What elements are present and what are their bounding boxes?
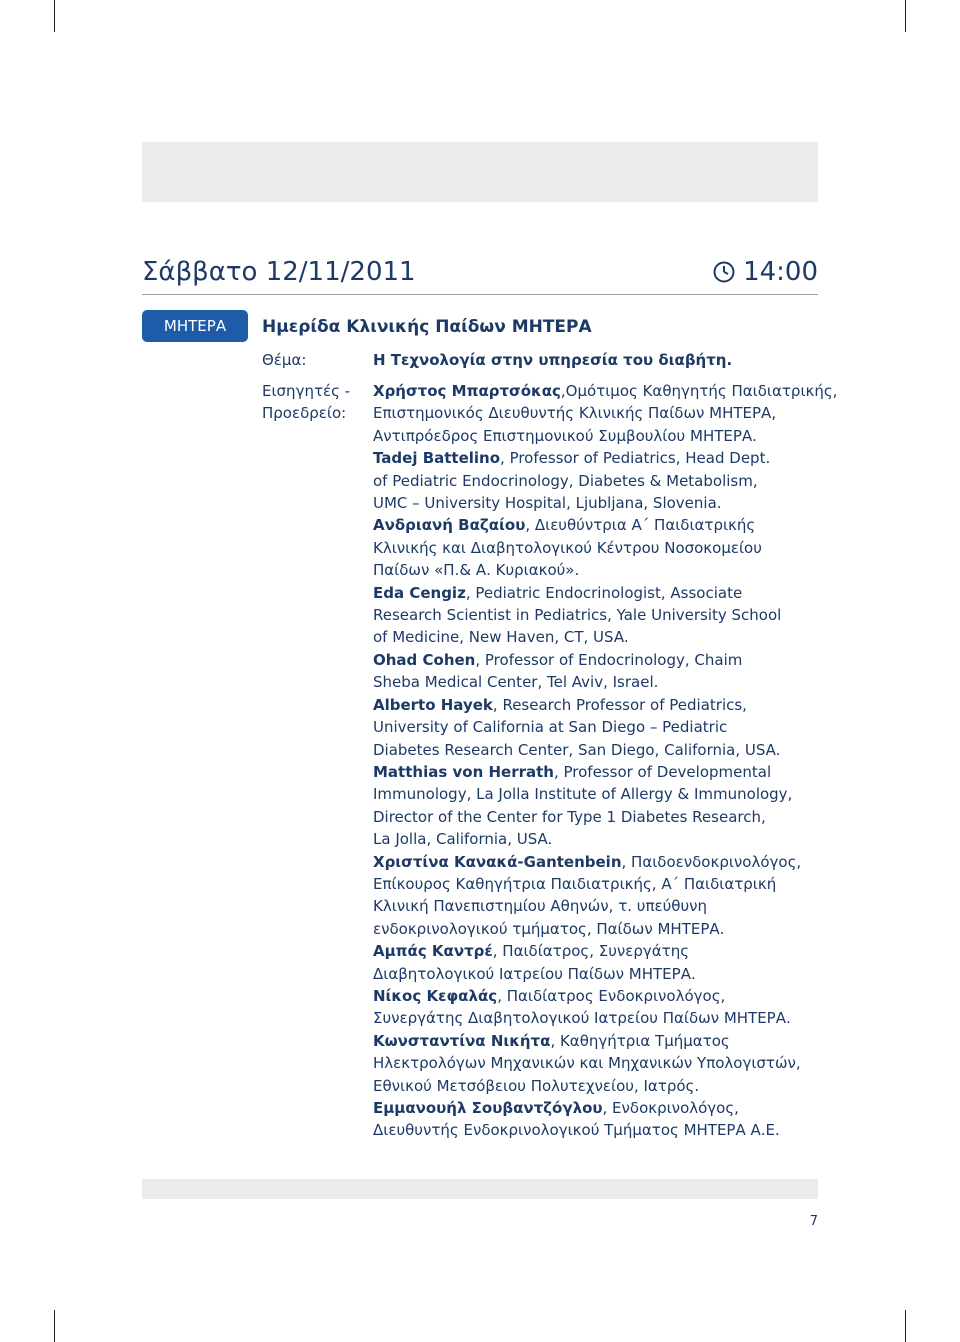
crop-mark-top-left — [54, 0, 55, 32]
speaker-detail: Sheba Medical Center, Tel Aviv, Israel. — [373, 673, 659, 692]
event-title: Ημερίδα Κλινικής Παίδων ΜΗΤΕΡΑ — [262, 317, 592, 337]
speaker-name: Tadej Battelino — [373, 449, 501, 468]
speaker-detail: ,Ομότιμος Καθηγητής Παιδιατρικής, — [560, 382, 838, 400]
topic-text: Η Τεχνολογία στην υπηρεσία του διαβήτη. — [373, 351, 733, 369]
speaker-detail: Διευθυντής Ενδοκρινολογικού Τμήματος ΜΗΤΕΡΑ Α.Ε. — [373, 1121, 780, 1140]
speaker-line — [373, 1007, 818, 1029]
speaker-name: Χριστίνα Κανακά-Gantenbein — [373, 852, 622, 871]
speaker-detail: , Professor of Endocrinology, Chaim — [475, 650, 743, 669]
speaker-line — [373, 1075, 818, 1097]
speaker-line — [373, 514, 818, 536]
speaker-detail: ενδοκρινολογικού τμήματος, Παίδων ΜΗΤΕΡΑ. — [373, 919, 725, 938]
speaker-line — [373, 783, 818, 805]
top-grey-band — [142, 142, 818, 202]
speakers-label-line: Εισηγητές - — [262, 382, 351, 400]
speaker-detail: of Medicine, New Haven, CT, USA. — [373, 628, 629, 647]
speaker-line — [373, 380, 838, 402]
speaker-line — [373, 963, 818, 985]
speaker-line — [373, 851, 818, 873]
speaker-detail: Ηλεκτρολόγων Μηχανικών και Μηχανικών Υπολογιστών, — [373, 1054, 801, 1073]
speaker-detail: Συνεργάτης Διαβητολογικού Ιατρείου Παίδων ΜΗΤΕΡΑ. — [373, 1009, 791, 1028]
speaker-detail: Κλινική Πανεπιστημίου Αθηνών, τ. υπεύθυνη — [373, 897, 708, 916]
speaker-detail: Επίκουρος Καθηγήτρια Παιδιατρικής, Α΄ Παιδιατρική — [373, 874, 777, 893]
speaker-line — [373, 1030, 818, 1052]
speaker-detail: , Research Professor of Pediatrics, — [492, 695, 747, 714]
speaker-line — [373, 559, 818, 581]
speakers-label-line: Προεδρείο: — [262, 404, 347, 423]
speaker-detail: , Professor of Pediatrics, Head Dept. — [500, 449, 771, 468]
speaker-line — [373, 918, 818, 940]
speaker-detail: , Παιδίατρος, Συνεργάτης — [492, 942, 690, 961]
speaker-detail: Κλινικής και Διαβητολογικού Κέντρου Νοσοκομείου — [373, 538, 762, 557]
speaker-detail: , Παιδίατρος Ενδοκρινολόγος, — [497, 986, 726, 1005]
speaker-line — [373, 604, 818, 626]
speaker-detail: UMC – University Hospital, Ljubljana, Slovenia. — [373, 494, 722, 513]
crop-mark-bottom-left — [54, 1310, 55, 1342]
venue-badge: ΜΗΤΕΡΑ — [142, 310, 248, 342]
speaker-detail: Diabetes Research Center, San Diego, California, USA. — [373, 740, 781, 759]
speaker-line — [373, 873, 818, 895]
speaker-line — [373, 895, 818, 917]
speaker-name: Χρήστος Μπαρτσόκας — [373, 382, 561, 400]
speaker-detail: Research Scientist in Pediatrics, Yale University School — [373, 606, 782, 625]
crop-mark-top-right — [905, 0, 906, 32]
speaker-line — [373, 402, 818, 424]
speaker-detail: , Διευθύντρια Α΄ Παιδιατρικής — [525, 516, 756, 535]
speaker-line — [373, 470, 818, 492]
speaker-detail: Παίδων «Π.& Α. Κυριακού». — [373, 561, 580, 580]
speaker-line — [373, 582, 818, 604]
session-time: 14:00 — [743, 257, 818, 287]
speaker-line — [373, 537, 818, 559]
speaker-line — [373, 716, 818, 738]
speaker-line — [373, 425, 818, 447]
page-number: 7 — [809, 1214, 818, 1229]
speaker-name: Νίκος Κεφαλάς — [373, 986, 498, 1005]
speaker-line — [373, 671, 818, 693]
speaker-name: Αμπάς Καντρέ — [373, 942, 493, 961]
speaker-name: Eda Cengiz — [373, 583, 466, 602]
speaker-line — [373, 1119, 818, 1141]
speaker-line — [373, 649, 818, 671]
session-time-group — [713, 254, 818, 290]
speaker-detail: Διαβητολογικού Ιατρείου Παίδων ΜΗΤΕΡΑ. — [373, 964, 696, 983]
speaker-name: Ohad Cohen — [373, 650, 476, 669]
speakers-label — [262, 380, 350, 425]
speaker-line — [373, 806, 818, 828]
speaker-name: Εμμανουήλ Σουβαντζόγλου — [373, 1099, 603, 1117]
speaker-detail: Director of the Center for Type 1 Diabetes Research, — [373, 807, 766, 826]
speaker-line — [373, 985, 818, 1007]
speaker-line — [373, 1097, 818, 1119]
speaker-line — [373, 761, 818, 783]
speaker-line — [373, 694, 818, 716]
speaker-line — [373, 739, 818, 761]
speaker-detail: Εθνικού Μετσόβειου Πολυτεχνείου, Ιατρός. — [373, 1076, 700, 1095]
clock-icon — [713, 261, 735, 283]
speaker-detail: , Professor of Developmental — [553, 762, 772, 781]
speaker-detail: , Ενδοκρινολόγος, — [602, 1099, 739, 1117]
speaker-name: Κωνσταντίνα Νικήτα — [373, 1031, 551, 1050]
speaker-line — [373, 626, 818, 648]
speaker-detail: of Pediatric Endocrinology, Diabetes & Metabolism, — [373, 471, 758, 490]
speaker-line — [373, 828, 818, 850]
date-time-header — [142, 254, 818, 295]
speaker-detail: La Jolla, California, USA. — [373, 830, 553, 849]
speaker-detail: Αντιπρόεδρος Επιστημονικού Συμβουλίου ΜΗΤΕΡΑ. — [373, 426, 757, 445]
speaker-line — [373, 1052, 818, 1074]
speaker-name: Ανδριανή Βαζαίου — [373, 516, 526, 535]
speaker-line — [373, 492, 818, 514]
speaker-detail: , Καθηγήτρια Τμήματος — [550, 1031, 730, 1050]
crop-mark-bottom-right — [905, 1310, 906, 1342]
bottom-grey-band — [142, 1179, 818, 1199]
speakers-list — [373, 380, 838, 1142]
session-date: Σάββατο 12/11/2011 — [142, 257, 416, 287]
speaker-detail: , Pediatric Endocrinologist, Associate — [465, 583, 743, 602]
speaker-name: Alberto Hayek — [373, 695, 493, 714]
speaker-detail: , Παιδοενδοκρινολόγος, — [621, 852, 802, 871]
speaker-detail: Immunology, La Jolla Institute of Allergy & Immunology, — [373, 785, 793, 804]
speaker-detail: University of California at San Diego – Pediatric — [373, 718, 728, 737]
speaker-detail: Επιστημονικός Διευθυντής Κλινικής Παίδων ΜΗΤΕΡΑ, — [373, 404, 777, 423]
speaker-line — [373, 940, 818, 962]
speaker-name: Matthias von Herrath — [373, 762, 554, 781]
topic-label: Θέμα: — [262, 351, 307, 369]
speaker-line — [373, 447, 818, 469]
